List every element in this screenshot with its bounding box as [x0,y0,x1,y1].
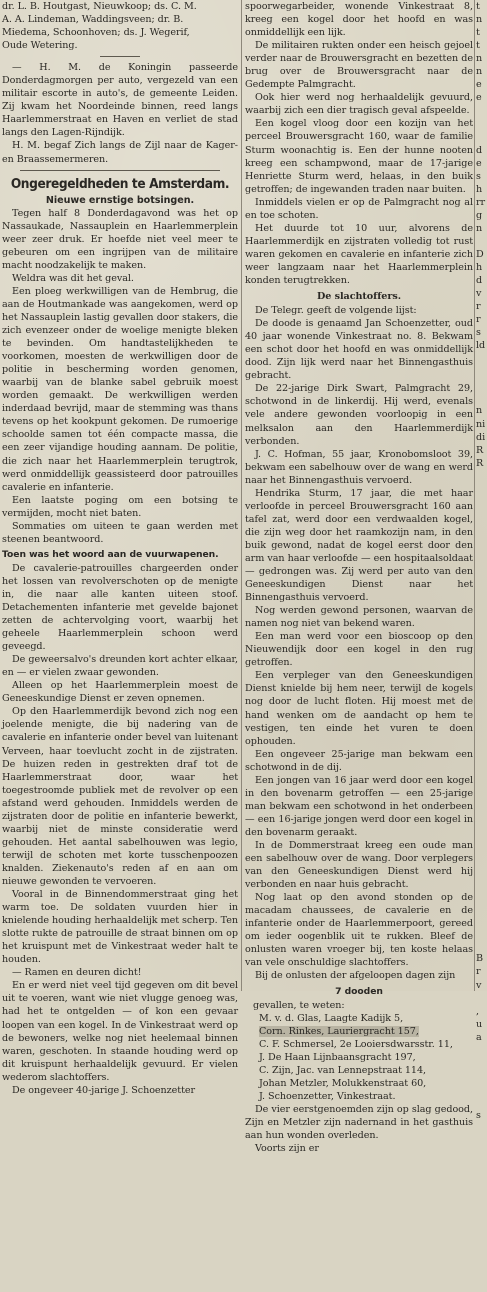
edge-fragment [476,1200,487,1213]
edge-fragment [476,900,487,913]
paragraph: Een ongeveer 25-jarige man bekwam een schotwond in de dij. [245,748,473,773]
divider [20,170,220,171]
edge-fragment: a [476,1031,482,1043]
edge-fragment [476,574,487,587]
paragraph: Inmiddels vielen er op de Palmgracht nog al en toe schoten. [245,196,473,221]
edge-fragment [476,548,487,561]
edge-fragment [476,104,487,117]
edge-fragment: n [476,66,483,78]
edge-fragment [476,1057,487,1070]
paragraph: Bij de onlusten der afgeloopen dagen zijn [255,970,456,982]
edge-fragment: h [476,261,483,273]
paragraph: Op den Haarlemmerdijk bevond zich nog een joelende menigte, die bij nadering van de cavalerie en infanterie onder bevel van luitenant Verveen, haar toevlucht zocht in de zijstraten. De huizen reden in gestrekten draf tot de Haarlemmerstraat door, waar het toegestroomde publiek met de revolver op een afstand werd gehouden. Inmiddels werden de zijstraten door de politie en infanterie bewerkt, waarbij niet de minste consideratie werd gehouden. Het aantal sabelhouwen was legio, terwijl de schoten met korte tusschenpoozen knalden. Ziekenauto's reden af en aan om nieuwe gewonden te vervoeren. [2,706,238,887]
edge-fragment: r [476,966,481,978]
edge-fragment [476,1122,487,1135]
edge-fragment [476,665,487,678]
paragraph: De Telegr. geeft de volgende lijst: [255,305,417,317]
paragraph: De cavalerie-patrouilles chargeerden onder het lossen van revolverschoten op de menigte in, die naar alle kanten uiteen stoof. Detachementen infanterie met gevelde bajonet zetten de achtervolging voort, waarbij het geheele Haarlemmerplein schoon werd geveegd. [2,562,238,653]
edge-fragment [476,1253,487,1266]
column-divider [474,0,475,991]
edge-fragment: R [476,457,484,469]
edge-fragment [476,744,487,757]
list-item: C. F. Schmersel, 2e Looiersdwarsstr. 11, [259,1038,453,1050]
edge-fragment [476,130,487,143]
edge-fragment [476,678,487,691]
edge-fragment [476,1070,487,1083]
edge-fragment [476,352,487,365]
edge-fragment [476,874,487,887]
intro-line: Miedema, Schoonhoven; ds. J. Wegerif, [2,27,190,39]
cut-off-column [476,0,487,1121]
edge-fragment: d [476,274,483,286]
paragraph: Nog werden gewond personen, waarvan de namen nog niet van bekend waren. [245,605,473,630]
list-item [259,1025,473,1038]
paragraph: Een ploeg werkwilligen van de Hembrug, die aan de Houtmankade was aangekomen, werd op het Nassauplein lastig gevallen door stakers, die zich evenzeer onder de woelige menigte bleken te bevinden. Om handtastelijkheden te voorkomen, moesten de werkwilligen door de politie in bescherming worden genomen, waarbij van de blanke sabel gebruik moest worden gemaakt. De werkwilligen werden inderdaad bevrijd, maar de stemming was thans tevens op het kookpunt gekomen. De rumoerige schoolde samen tot één compacte massa, die een zeer vijandige houding aannam. De politie, die zich naar het Haarlemmerplein terugtrok, werd onmiddellijk geassisteerd door patrouilles cavalerie en infanterie. [2,285,238,493]
edge-fragment [476,1161,487,1174]
edge-fragment [476,691,487,704]
edge-fragment: di [476,431,486,443]
edge-fragment [476,783,487,796]
edge-fragment: r [476,301,481,313]
edge-fragment: e [476,92,482,104]
paragraph: Een man werd voor een bioscoop op den Nieuwendijk door een kogel in den rug getroffen. [245,631,473,669]
edge-fragment: rr [476,196,486,208]
paragraph: Het duurde tot 10 uur, alvorens de Haarlemmerdijk en zijstraten volledig tot rust waren gekomen en cavalerie en infanterie zich weer langzaam naar het Haarlemmerplein konden terugtrekken. [245,222,473,286]
edge-fragment: h [476,183,483,195]
edge-fragment [476,652,487,665]
edge-fragment [476,822,487,835]
edge-fragment [476,1096,487,1109]
edge-fragment: ld [476,340,486,352]
paragraph: De geweersalvo's dreunden kort achter elkaar, en — er vielen zwaar gewonden. [2,654,238,679]
left-column [2,0,238,1097]
edge-fragment [476,587,487,600]
paragraph: Een laatste poging om een botsing te vermijden, mocht niet baten. [2,494,238,519]
edge-fragment [476,626,487,639]
edge-fragment [476,1174,487,1187]
paragraph: Ook hier werd nog herhaaldelijk gevuurd, waarbij zich een dier tragisch geval afspeelde. [245,92,473,117]
paragraph: — Ramen en deuren dicht! [12,967,142,979]
edge-fragment: u [476,1018,483,1030]
paragraph: J. C. Hofman, 55 jaar, Kronobomsloot 39, bekwam een sabelhouw over de wang en werd naar het Binnengasthuis vervoerd. [245,448,473,486]
edge-fragment: n [476,53,483,65]
edge-fragment: t [476,1,480,12]
edge-fragment [476,770,487,783]
edge-fragment [476,365,487,378]
edge-fragment [476,1187,487,1200]
victim-list [245,1012,473,1103]
paragraph: Alleen op het Haarlemmerplein moest de Geneeskundige Dienst er zeven opnemen. [2,680,238,705]
edge-fragment [476,757,487,770]
edge-fragment: n [476,14,483,26]
edge-fragment [476,117,487,130]
paragraph: De ongeveer 40-jarige J. Schoenzetter [12,1084,196,1096]
list-item: Johan Metzler, Molukkenstraat 60, [259,1077,427,1089]
edge-fragment [476,926,487,939]
paragraph: Een verpleger van den Geneeskundigen Dienst knielde bij hem neer, terwijl de kogels nog door de lucht floten. Hij moest met de hand wenken om de aandacht op hem te vestigen, ten einde het vuren te doen ophouden. [245,670,473,747]
paragraph: En er werd niet veel tijd gegeven om dit bevel uit te voeren, want wie niet vlugge genoeg was, had het te ontgelden — of kon een gevaar loopen van een kogel. In de Vinkestraat werd op de bewoners, welke nog niet heelemaal binnen waren, geschoten. In staande houding werd op dit kruispunt herhaaldelijk gevuurd. Er vielen wederom slachtoffers. [2,980,238,1083]
intro-line: dr. L. B. Houtgast, Nieuwkoop; ds. C. M. [2,1,197,12]
edge-fragment: e [476,79,482,91]
article-headline: Ongeregeldheden te Amsterdam. [10,175,230,192]
paragraph: Voorts zijn er [255,1143,319,1155]
paragraph: spoorwegarbeider, wonende Vinkestraat 8, kreeg een kogel door het hoofd en was onmiddellijk een lijk. [245,1,473,39]
edge-fragment [476,613,487,626]
paragraph: Weldra was dit het geval. [12,272,134,284]
edge-fragment [476,796,487,809]
highlighted-text: Corn. Rinkes, Lauriergracht 157, [259,1025,419,1037]
edge-fragment [476,718,487,731]
edge-fragment [476,600,487,613]
edge-fragment [476,496,487,509]
paragraph: De doode is genaamd Jan Schoenzetter, oud 40 jaar wonende Vinkestraat no. 8. Bekwam een schot door het hoofd en was onmiddellijk dood. Zijn lijk werd naar het Binnengasthuis gebracht. [245,318,473,382]
edge-fragment: n [476,405,483,417]
paragraph: De vier eerstgenoemden zijn op slag gedood, Zijn en Metzler zijn nadernand in het gasthuis aan hun wonden overleden. [245,1103,473,1142]
intro-line: A. A. Lindeman, Waddingsveen; dr. B. [2,14,184,26]
edge-fragment [476,939,487,952]
edge-fragment [476,835,487,848]
list-item: M. v. d. Glas, Laagte Kadijk 5, [259,1012,404,1024]
list-intro: gevallen, te weten: [253,999,345,1011]
edge-fragment [476,1226,487,1239]
edge-fragment [476,391,487,404]
edge-fragment: t [476,40,480,52]
list-item: J. De Haan Lijnbaansgracht 197, [259,1051,416,1063]
edge-fragment [476,1044,487,1057]
edge-fragment [476,470,487,483]
edge-fragment: d [476,144,483,156]
paragraph: De 22-jarige Dirk Swart, Palmgracht 29, schotwond in de linkerdij. Hij werd, evenals vele andere gewonden voorloopig in een melksalon aan den Haarlemmerdijk verbonden. [245,383,473,447]
edge-fragment: R [476,444,484,456]
section-heading: Toen was het woord aan de vuurwapenen. [2,548,219,560]
edge-fragment [476,535,487,548]
edge-fragment [476,705,487,718]
edge-fragment: ni [476,418,486,430]
edge-fragment [476,992,487,1005]
edge-fragment: v [476,979,482,991]
divider [100,56,140,57]
column-divider [241,0,242,991]
article-subheadline: Nieuwe ernstige botsingen. [45,194,195,206]
paragraph: H. M. begaf Zich langs de Zijl naar de Kager- en Braassemermeren. [2,140,238,165]
edge-fragment [476,522,487,535]
edge-fragment: D [476,248,484,260]
edge-fragment: t [476,27,480,39]
paragraph: Hendrika Sturm, 17 jaar, die met haar verloofde in perceel Brouwersgracht 160 aan tafel zat, werd door een verdwaalden kogel, die zijn weg door het raamkozijn nam, in den buik gewond, nadat de kogel eerst door den arm van haar verloofde — een hospitaalsoldaat — gedrongen was. Zij werd per auto van den Geneeskundigen Dienst naar het Binnengasthuis vervoerd. [245,487,473,604]
edge-fragment [476,509,487,522]
paragraph: Een jongen van 16 jaar werd door een kogel in den bovenarm getroffen — een 25-jarige man bekwam een schotwond in het onderbeen — een 16-jarige jongen werd door een kogel in den bovenarm geraakt. [245,774,473,838]
intro-block [2,0,238,52]
edge-fragment [476,731,487,744]
paragraph: In de Dommerstraat kreeg een oude man een sabelhouw over de wang. Door verplegers van den Geneeskundigen Dienst werd hij verbonden en naar huis gebracht. [245,840,473,891]
list-item: C. Zijn, Jac. van Lennepstraat 114, [259,1064,427,1076]
edge-fragment: , [476,1005,479,1017]
paragraph: Vooral in de Binnendommerstraat ging het warm toe. De soldaten vuurden hier in knielende houding herhaaldelijk met scherp. Ten slotte rukte de patrouille de straat binnen om op het kruispunt met de Vinkestraat weder halt te houden. [2,889,238,966]
edge-fragment: n [476,222,483,234]
edge-fragment: g [476,209,483,221]
edge-fragment: s [476,327,481,339]
edge-fragment [476,235,487,248]
edge-fragment [476,1148,487,1161]
edge-fragment [476,1083,487,1096]
edge-fragment: r [476,314,481,326]
edge-fragment [476,1239,487,1252]
edge-fragment [476,378,487,391]
paragraph: Nog laat op den avond stonden op de macadam chaussees, de cavalerie en de infanterie onder de Haarlemmerpoort, gereed om ieder oogenblik uit te rukken. Bleef de onlusten waren vroeger bij, ten koste helaas van vele onschuldige slachtoffers. [245,892,473,969]
edge-fragment [476,809,487,822]
section-heading: De slachtoffers. [316,291,402,303]
edge-fragment [476,861,487,874]
edge-fragment [476,1135,487,1148]
edge-fragment: B [476,953,484,965]
edge-fragment [476,1213,487,1226]
intro-line: Oude Wetering. [2,40,78,52]
edge-fragment [476,1266,487,1279]
death-count: 7 dooden [335,985,383,997]
list-item: J. Schoenzetter, Vinkestraat. [259,1090,396,1102]
edge-fragment [476,1279,487,1292]
edge-fragment [476,639,487,652]
edge-fragment [476,913,487,926]
paragraph: Sommaties om uiteen te gaan werden met steenen beantwoord. [2,520,238,545]
paragraph: Tegen half 8 Donderdagavond was het op Nassaukade, Nassauplein en Haarlemmerplein weer zeer druk. Er hoefde niet veel meer te gebeuren om een ingrijpen van de militaire macht noodzakelijk te maken. [2,207,238,271]
edge-fragment: s [476,170,481,182]
edge-fragment [476,848,487,861]
edge-fragment [476,561,487,574]
edge-fragment [476,887,487,900]
edge-fragment [476,483,487,496]
edge-fragment: v [476,288,482,300]
edge-fragment: s [476,1109,481,1121]
edge-fragment: e [476,157,482,169]
paragraph: De militairen rukten onder een heisch gejoel verder naar de Brouwersgracht en bezetten de brug over de Brouwersgracht naar de Gedempte Palmgracht. [245,40,473,91]
paragraph: Een kogel vloog door een kozijn van het perceel Brouwersgracht 160, waar de familie Sturm woonachtig is. Een der hunne nooten kreeg een schampwond, maar de 17-jarige Henriette Sturm werd, helaas, in den buik getroffen; de ingewanden traden naar buiten. [245,118,473,195]
middle-column [245,0,473,1155]
paragraph: — H. M. de Koningin passeerde Donderdagmorgen per auto, vergezeld van een militair escorte in auto's, de gemeente Leiden. Zij kwam het Noordeinde binnen, reed langs Haarlemmerstraat en Haven en verliet de stad langs den Lagen-Rijndijk. [2,62,238,139]
